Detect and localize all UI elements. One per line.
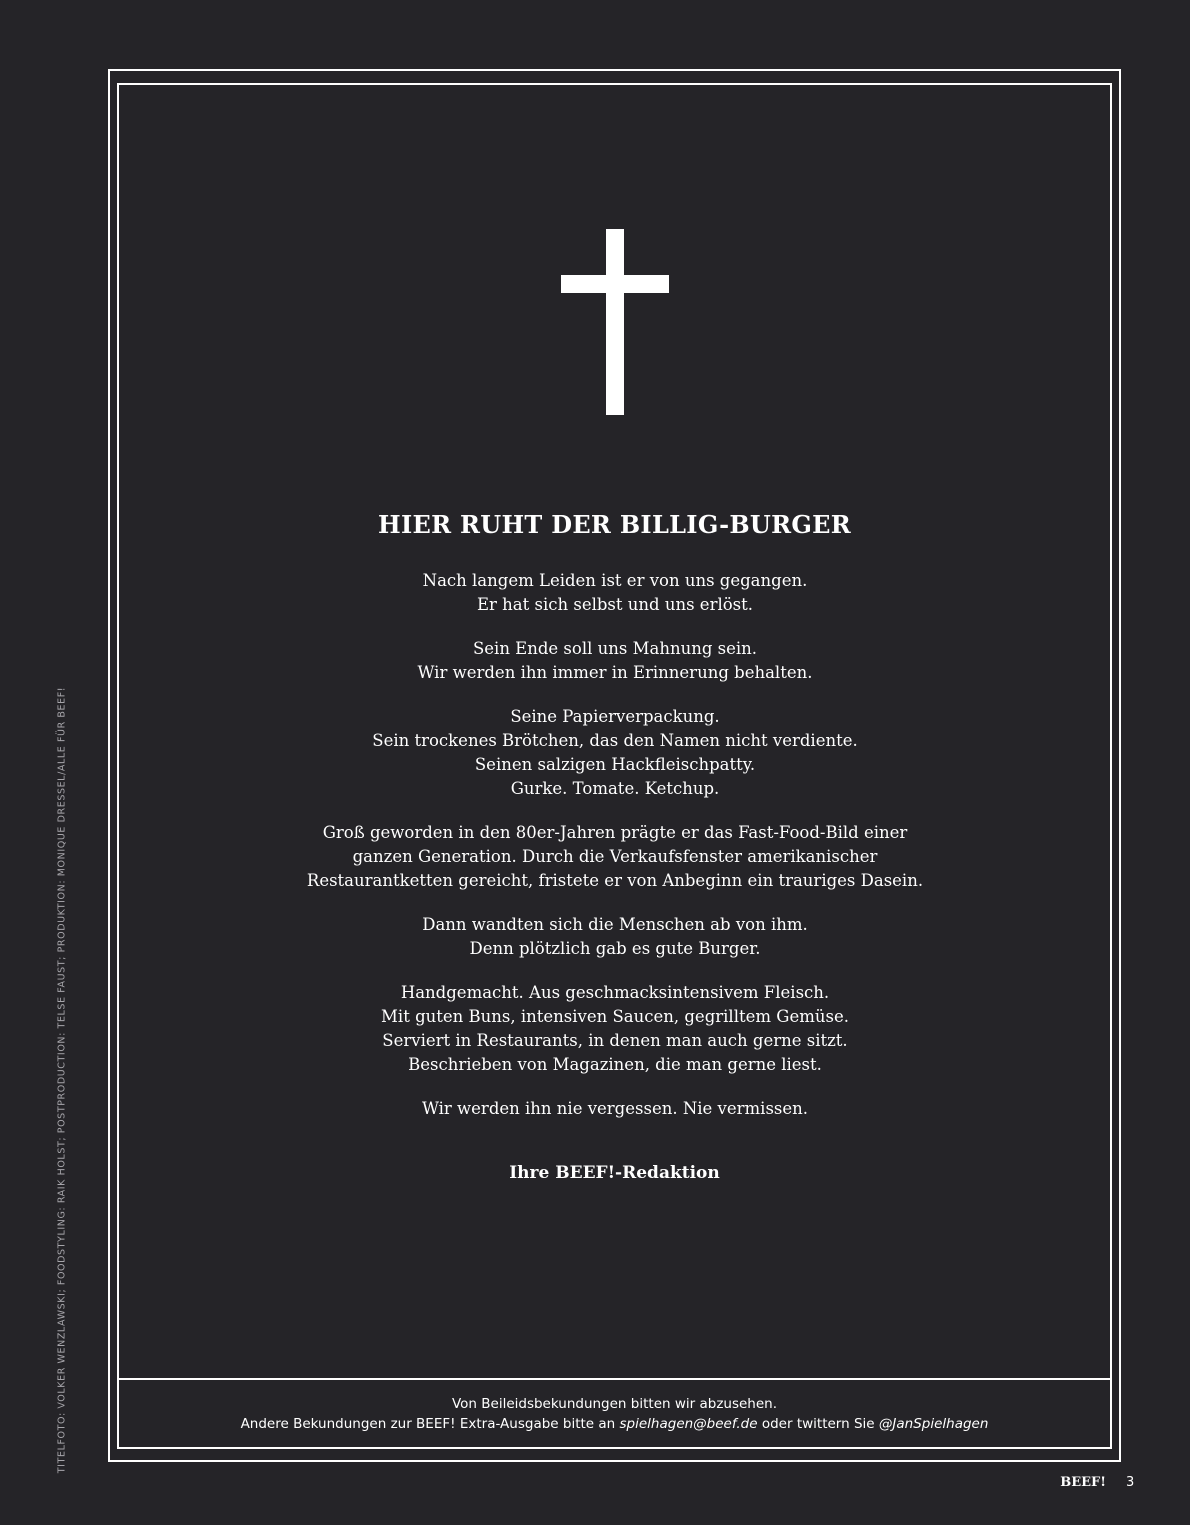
paragraph (200, 981, 1030, 1077)
paragraph-line: Handgemacht. Aus geschmacksintensivem Fleisch. (400, 983, 830, 1002)
photo-credits: TITELFOTO: VOLKER WENZLAWSKI; FOODSTYLING: RAIK HOLST; POSTPRODUCTION: TELSE FAUST; PRODUKTION: MONIQUE DRESSEL/ALLE FÜR BEEF! (56, 686, 68, 1474)
brand-logo: BEEF! (1060, 1475, 1106, 1490)
paragraph-line: Dann wandten sich die Menschen ab von ihm. (422, 915, 808, 934)
paragraph (200, 1097, 1030, 1121)
paragraph-line: Serviert in Restaurants, in denen man auch gerne sitzt. (382, 1031, 848, 1050)
cross-vertical-bar (606, 229, 624, 415)
email-link[interactable]: spielhagen@beef.de (619, 1416, 758, 1432)
paragraph (200, 569, 1030, 617)
footer-line-2-prefix: Andere Bekundungen zur BEEF! Extra-Ausgabe bitte an (240, 1416, 620, 1432)
paragraph-line: Sein Ende soll uns Mahnung sein. (472, 639, 758, 658)
paragraph-line: ganzen Generation. Durch die Verkaufsfenster amerikanischer (352, 847, 878, 866)
paragraph-line: Er hat sich selbst und uns erlöst. (476, 595, 754, 614)
paragraph-line: Sein trockenes Brötchen, das den Namen nicht verdiente. (372, 731, 858, 750)
paragraph-line: Wir werden ihn nie vergessen. Nie vermissen. (421, 1099, 809, 1118)
paragraph-line: Wir werden ihn immer in Erinnerung behalten. (417, 663, 813, 682)
footer-note (119, 1394, 1110, 1434)
cross-horizontal-bar (561, 275, 669, 293)
twitter-handle-link[interactable]: @JanSpielhagen (878, 1416, 989, 1432)
paragraph-line: Seinen salzigen Hackfleischpatty. (474, 755, 756, 774)
paragraph-line: Seine Papierverpackung. (510, 707, 720, 726)
paragraph-line: Mit guten Buns, intensiven Saucen, gegrilltem Gemüse. (381, 1007, 849, 1026)
paragraph-line: Beschrieben von Magazinen, die man gerne liest. (408, 1055, 822, 1074)
footer-line-2-middle: oder twittern Sie (757, 1416, 879, 1432)
paragraph-line: Denn plötzlich gab es gute Burger. (469, 939, 761, 958)
paragraph (200, 913, 1030, 961)
footer-line-2 (119, 1414, 1110, 1434)
paragraph (200, 637, 1030, 685)
signature: Ihre BEEF!-Redaktion (509, 1163, 720, 1183)
headline: HIER RUHT DER BILLIG-BURGER (377, 510, 852, 539)
paragraph (200, 705, 1030, 801)
paragraph-line: Groß geworden in den 80er-Jahren prägte er das Fast-Food-Bild einer (322, 823, 908, 842)
obituary-text (200, 569, 1030, 1141)
paragraph-line: Restaurantketten gereicht, fristete er von Anbeginn ein trauriges Dasein. (306, 871, 924, 890)
paragraph-line: Gurke. Tomate. Ketchup. (510, 779, 720, 798)
page-number: 3 (1126, 1475, 1135, 1490)
footer-line-1: Von Beileidsbekundungen bitten wir abzusehen. (451, 1396, 778, 1412)
paragraph-line: Nach langem Leiden ist er von uns gegangen. (422, 571, 808, 590)
footer-divider (119, 1378, 1110, 1380)
paragraph (200, 821, 1030, 893)
